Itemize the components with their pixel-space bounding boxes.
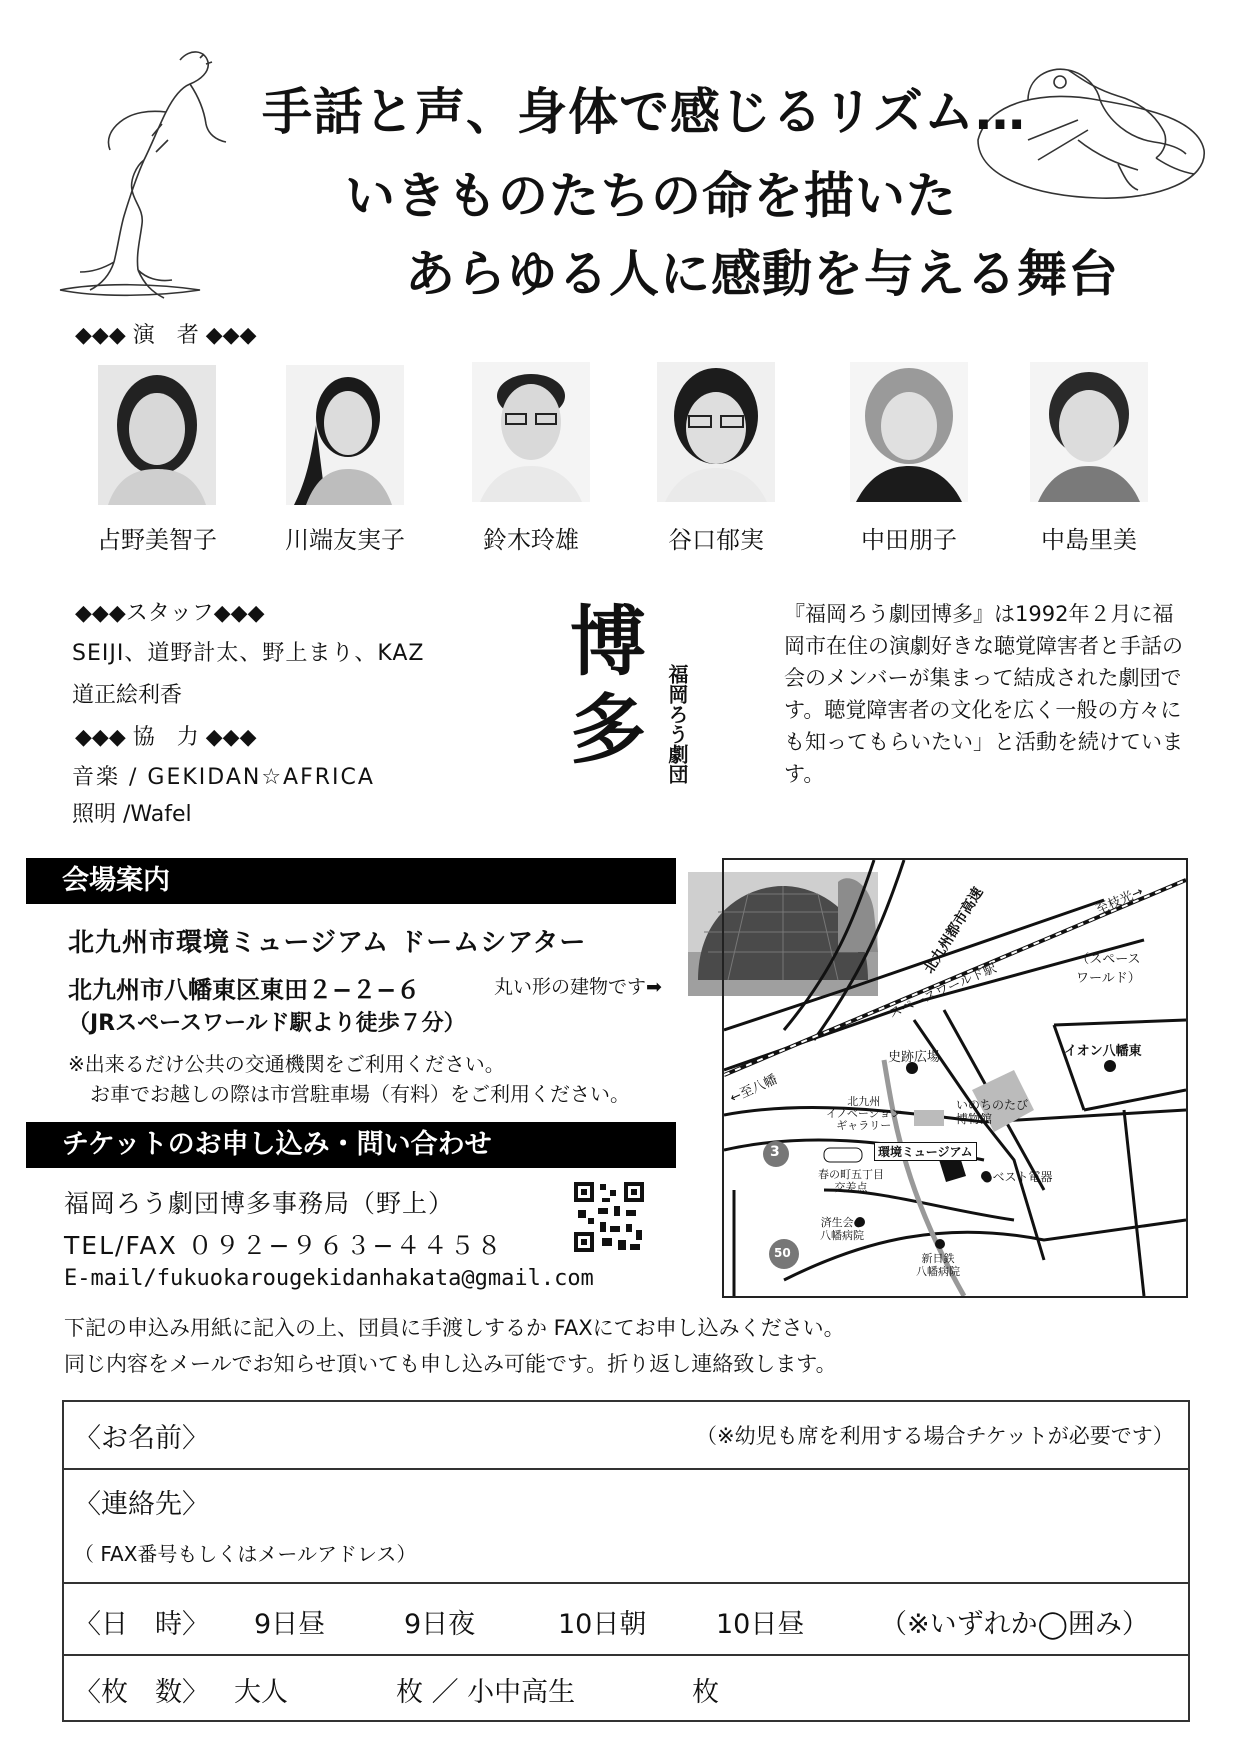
map-station: スペースワールド駅 <box>886 960 999 1022</box>
map-aeon: イオン八幡東 <box>1064 1044 1142 1059</box>
music-credit: 音楽 / GEKIDAN☆AFRICA <box>72 765 375 790</box>
sheet-unit: 枚 <box>692 1677 719 1708</box>
headline-line-2: いきものたちの命を描いた <box>345 167 957 225</box>
cast-name-4: 谷口郁実 <box>668 526 764 554</box>
map-museum: 環境ミュージアム <box>874 1142 977 1161</box>
venue-access: （JRスペースワールド駅より徒歩７分） <box>68 1011 466 1036</box>
map-saiseikai: 済生会● 八幡病院 <box>820 1216 864 1242</box>
cast-photo-6 <box>1030 362 1148 502</box>
cast-name-3: 鈴木玲雄 <box>483 526 579 554</box>
venue-address: 北九州市八幡東区東田２−２−６ <box>68 976 421 1004</box>
cast-name-5: 中田朋子 <box>861 526 957 554</box>
cooperation-label: ◆◆◆ 協 力 ◆◆◆ <box>75 725 257 750</box>
map-route-50: 50 <box>774 1246 791 1260</box>
lighting-credit: 照明 /Wafel <box>72 802 192 827</box>
map-spaceworld: （スペース ワールド） <box>1076 952 1141 986</box>
round-building-note: 丸い形の建物です➡ <box>494 976 662 998</box>
date-label: 〈日 時〉 <box>74 1609 209 1640</box>
logo-main: 博多 <box>570 597 642 774</box>
name-label: 〈お名前〉 <box>74 1423 209 1454</box>
map-shinnittetsu: 新日鉄 八幡病院 <box>916 1252 960 1278</box>
venue-name: 北九州市環境ミュージアム ドームシアター <box>68 928 587 958</box>
instructions-1: 下記の申込み用紙に記入の上、団員に手渡しするか FAXにてお申し込みください。 <box>64 1316 845 1340</box>
venue-bar: 会場案内 <box>26 858 676 904</box>
staff-label: ◆◆◆スタッフ◆◆◆ <box>75 601 265 626</box>
cast-name-1: 占野美智子 <box>97 526 217 554</box>
adult-label: 大人 <box>234 1677 288 1708</box>
cast-photo-4 <box>657 362 775 502</box>
map-inochi: いのちのたび 博物館 <box>956 1098 1029 1126</box>
map-route-3: 3 <box>770 1144 780 1160</box>
contact-label: 〈連絡先〉 <box>74 1489 209 1520</box>
transit-note: ※出来るだけ公共の交通機関をご利用ください。 <box>68 1052 505 1076</box>
form-row-quantity[interactable] <box>64 1654 1188 1720</box>
map-shiseki: 史跡広場 <box>888 1050 941 1065</box>
student-label: 枚 ／ 小中高生 <box>396 1677 576 1708</box>
staff-line-2: 道正絵利香 <box>72 683 183 708</box>
troupe-intro: 『福岡ろう劇団博多』は1992年２月に福岡市在住の演劇好きな聴覚障害者と手話の会のメンバーが集まって結成された劇団です。聴覚障害者の文化を広く一般の方々にも知ってもらいたい」と活動を続けています。 <box>784 602 1183 786</box>
cast-name-2: 川端友実子 <box>285 526 405 554</box>
cast-name-6: 中島里美 <box>1041 526 1137 554</box>
map-to-yahata: ←至八幡 <box>727 1072 780 1107</box>
map-expressway: 北九州都市高速 <box>921 884 987 977</box>
date-note: （※いずれか◯囲み） <box>880 1609 1149 1640</box>
troupe-logo <box>570 598 690 798</box>
application-form <box>62 1400 1190 1722</box>
cast-photo-3 <box>472 362 590 502</box>
date-option-1[interactable]: 9日昼 <box>254 1609 326 1640</box>
form-row-name[interactable] <box>64 1402 1188 1470</box>
email-address: E-mail/fukuokarougekidanhakata@gmail.com <box>64 1266 594 1291</box>
date-option-4[interactable]: 10日昼 <box>716 1609 805 1640</box>
name-note: （※幼児も席を利用する場合チケットが必要です） <box>696 1424 1174 1448</box>
form-row-contact[interactable] <box>64 1468 1188 1584</box>
date-option-2[interactable]: 9日夜 <box>404 1609 476 1640</box>
staff-line-1: SEIJI、道野計太、野上まり、KAZ <box>72 641 425 666</box>
qr-code-icon <box>574 1182 644 1252</box>
access-map <box>722 858 1188 1298</box>
cast-photo-2 <box>286 365 404 505</box>
frog-illustration-left <box>40 40 230 305</box>
instructions-2: 同じ内容をメールでお知らせ頂いても申し込み可能です。折り返し連絡致します。 <box>64 1352 837 1376</box>
headline-line-3: あらゆる人に感動を与える舞台 <box>405 245 1119 303</box>
map-best-denki: ●ベスト電器 <box>982 1170 1053 1184</box>
contact-note: （ FAX番号もしくはメールアドレス） <box>74 1542 417 1566</box>
tel-fax: TEL/FAX ０９２−９６３−４４５８ <box>64 1231 504 1260</box>
office-name: 福岡ろう劇団博多事務局（野上） <box>64 1189 455 1218</box>
headline-line-1: 手話と声、身体で感じるリズム… <box>262 83 1026 141</box>
tickets-bar: チケットのお申し込み・問い合わせ <box>26 1122 676 1168</box>
date-option-3[interactable]: 10日朝 <box>558 1609 647 1640</box>
logo-sub: 福岡ろう劇団 <box>665 664 689 784</box>
cast-photo-1 <box>98 365 216 505</box>
map-to-edamitsu: 至枝光→ <box>1093 884 1146 919</box>
cast-photo-5 <box>850 362 968 502</box>
quantity-label: 〈枚 数〉 <box>74 1677 209 1708</box>
form-row-date[interactable] <box>64 1582 1188 1656</box>
cast-label: ◆◆◆ 演 者 ◆◆◆ <box>75 323 257 348</box>
parking-note: お車でお越しの際は市営駐車場（有料）をご利用ください。 <box>90 1082 630 1106</box>
map-gallery: 北九州 イノベーション ギャラリー <box>826 1095 902 1132</box>
map-haru-intersection: 春の町五丁目 交差点 <box>818 1168 884 1194</box>
